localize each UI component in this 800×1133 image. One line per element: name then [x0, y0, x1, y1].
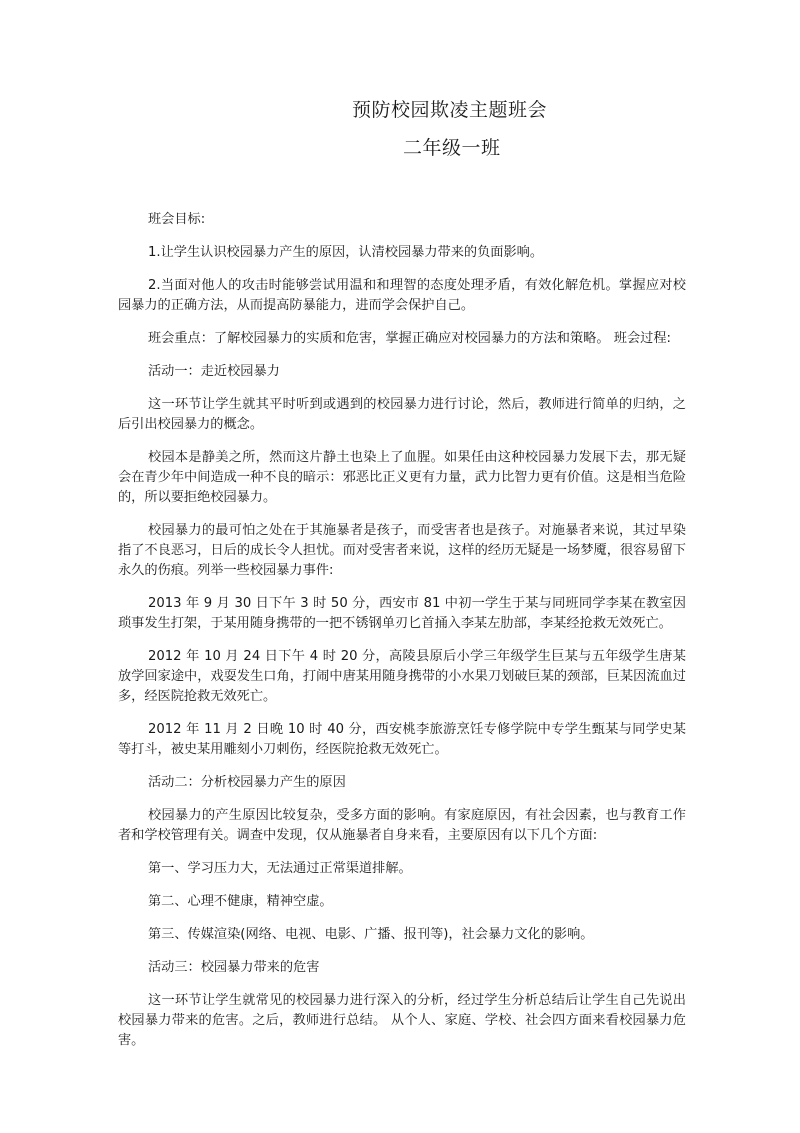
- paragraph-case-3: 2012 年 11 月 2 日晚 10 时 40 分，西安桃李旅游烹饪专修学院中专学生甄某与同学史某等打斗，被史某用雕刻小刀刺伤，经医院抢救无效死亡。: [118, 722, 686, 757]
- paragraph-goal-heading: 班会目标:: [148, 212, 206, 227]
- paragraph-activity-3: 活动三：校园暴力带来的危害: [148, 960, 320, 975]
- paragraph-goal-1: 1.让学生认识校园暴力产生的原因，认清校园暴力带来的负面影响。: [148, 245, 544, 260]
- paragraph: 校园本是静美之所，然而这片静土也染上了血腥。如果任由这种校园暴力发展下去，那无疑会在青少年中间造成一种不良的暗示：邪恶比正义更有力量，武力比智力更有价值。这是相当危险的，所以要拒绝校园暴力。: [118, 450, 686, 505]
- paragraph: 这一环节让学生就常见的校园暴力进行深入的分析，经过学生分析总结后让学生自己先说出校园暴力带来的危害。之后，教师进行总结。 从个人、家庭、学校、社会四方面来看校园暴力危害。: [118, 993, 686, 1048]
- paragraph: 校园暴力的最可怕之处在于其施暴者是孩子，而受害者也是孩子。对施暴者来说，其过早染指了不良恶习，日后的成长令人担忧。而对受害者来说，这样的经历无疑是一场梦魇，很容易留下永久的伤痕。列举一些校园暴力事件:: [118, 523, 686, 578]
- document-title: 预防校园欺凌主题班会: [352, 99, 548, 121]
- paragraph-case-2: 2012 年 10 月 24 日下午 4 时 20 分，高陵县原后小学三年级学生巨某与五年级学生唐某放学回家途中，戏耍发生口角，打闹中唐某用随身携带的小水果刀划破巨某的颈部，巨某因流血过多，经医院抢救无效死亡。: [118, 649, 686, 704]
- paragraph-case-1: 2013 年 9 月 30 日下午 3 时 50 分，西安市 81 中初一学生于某与同班同学李某在教室因琐事发生打架，于某用随身携带的一把不锈钢单刃匕首捅入李某左肋部，李某经抢救无效死亡。: [118, 596, 686, 631]
- paragraph-reason-1: 第一、学习压力大，无法通过正常渠道排解。: [148, 861, 412, 876]
- document-subtitle: 二年级一班: [403, 137, 501, 159]
- paragraph: 这一环节让学生就其平时听到或遇到的校园暴力进行讨论，然后，教师进行简单的归纳，之后引出校园暴力的概念。: [118, 397, 686, 432]
- paragraph-activity-1: 活动一：走近校园暴力: [148, 364, 280, 379]
- paragraph-focus: 班会重点：了解校园暴力的实质和危害，掌握正确应对校园暴力的方法和策略。 班会过程:: [148, 331, 671, 346]
- paragraph-reason-3: 第三、传媒渲染(网络、电视、电影、广播、报刊等)，社会暴力文化的影响。: [148, 927, 594, 942]
- paragraph: 校园暴力的产生原因比较复杂，受多方面的影响。有家庭原因，有社会因素，也与教育工作者和学校管理有关。调查中发现，仅从施暴者自身来看，主要原因有以下几个方面:: [118, 808, 686, 843]
- paragraph-activity-2: 活动二：分析校园暴力产生的原因: [148, 775, 346, 790]
- document-body: [118, 210, 686, 1064]
- paragraph-reason-2: 第二、心理不健康，精神空虚。: [148, 894, 333, 909]
- paragraph-goal-2: 2.当面对他人的攻击时能够尝试用温和和理智的态度处理矛盾，有效化解危机。掌握应对校园暴力的正确方法，从而提高防暴能力，进而学会保护自己。: [118, 278, 686, 313]
